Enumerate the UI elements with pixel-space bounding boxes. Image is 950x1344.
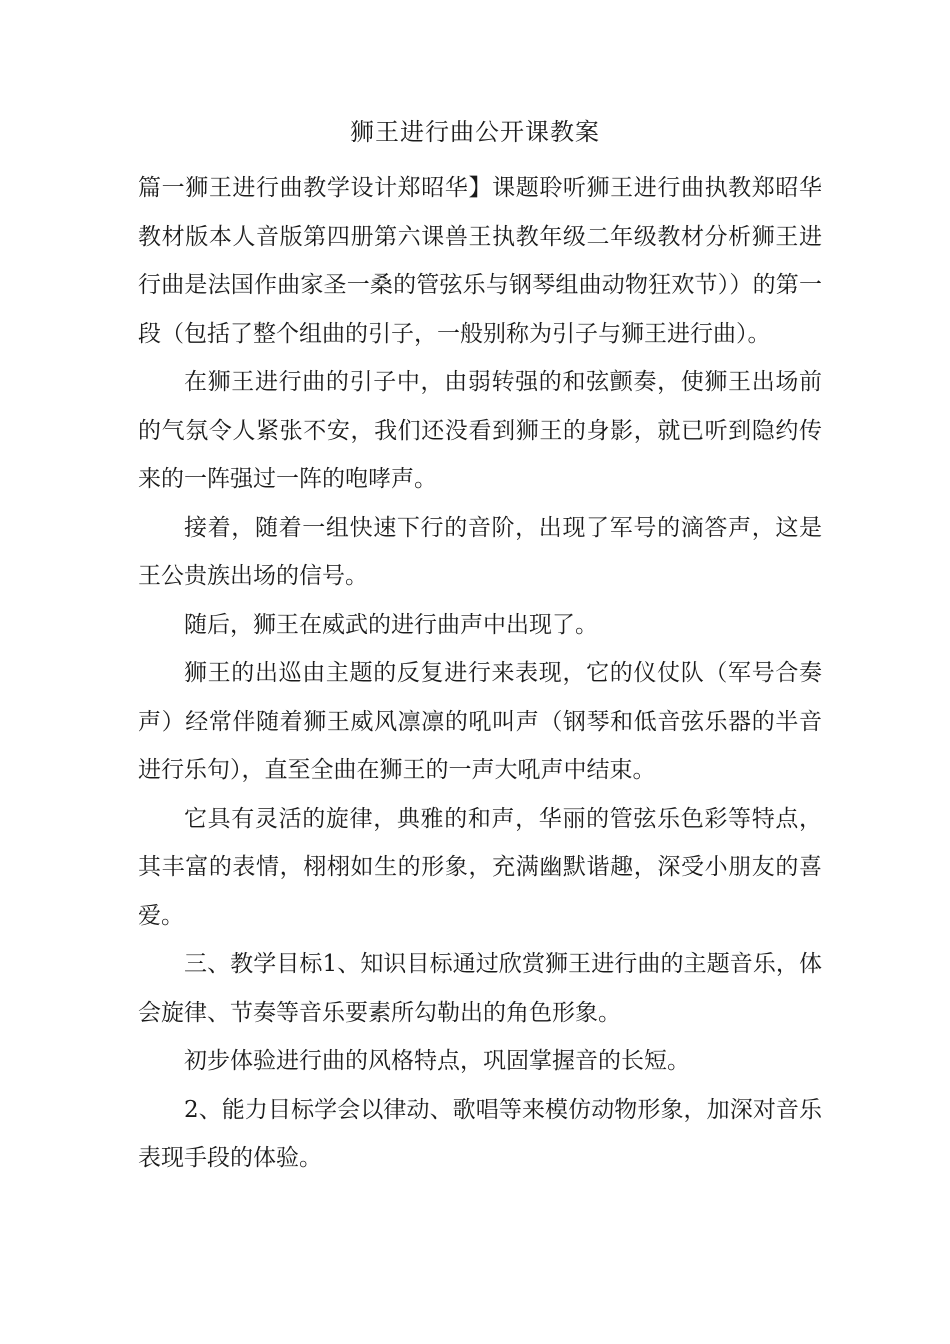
paragraph-procession: 狮王的出巡由主题的反复进行来表现，它的仪仗队（军号合奏声）经常伴随着狮王威风凛凛的吼叫声（钢琴和低音弦乐器的半音进行乐句），直至全曲在狮王的一声大吼声中结束。 [138, 660, 822, 783]
document-title: 狮王进行曲公开课教案 [350, 118, 600, 146]
document-body [138, 164, 822, 1183]
paragraph-intro: 篇一狮王进行曲教学设计郑昭华】课题聆听狮王进行曲执教郑昭华教材版本人音版第四册第六课兽王执教年级二年级教材分析狮王进行曲是法国作曲家圣一桑的管弦乐与钢琴组曲动物狂欢节））的第一段（包括了整个组曲的引子，一般别称为引子与狮王进行曲）。 [138, 175, 822, 347]
paragraph-prelude: 在狮王进行曲的引子中，由弱转强的和弦颤奏，使狮王出场前的气氛令人紧张不安，我们还没看到狮王的身影，就已听到隐约传来的一阵强过一阵的咆哮声。 [138, 369, 822, 492]
paragraph-experience: 初步体验进行曲的风格特点，巩固掌握音的长短。 [184, 1048, 690, 1074]
paragraph-features: 它具有灵活的旋律，典雅的和声，华丽的管弦乐色彩等特点，其丰富的表情，栩栩如生的形象，充满幽默谐趣，深受小朋友的喜爱。 [138, 805, 822, 929]
paragraph-objectives: 三、教学目标1、知识目标通过欣赏狮王进行曲的主题音乐，体会旋律、节奏等音乐要素所勾勒出的角色形象。 [138, 951, 822, 1026]
paragraph-march: 随后，狮王在威武的进行曲声中出现了。 [184, 611, 598, 638]
paragraph-bugle: 接着，随着一组快速下行的音阶，出现了军号的滴答声，这是王公贵族出场的信号。 [138, 514, 822, 589]
paragraph-ability: 2、能力目标学会以律动、歌唱等来模仿动物形象，加深对音乐表现手段的体验。 [138, 1096, 822, 1171]
